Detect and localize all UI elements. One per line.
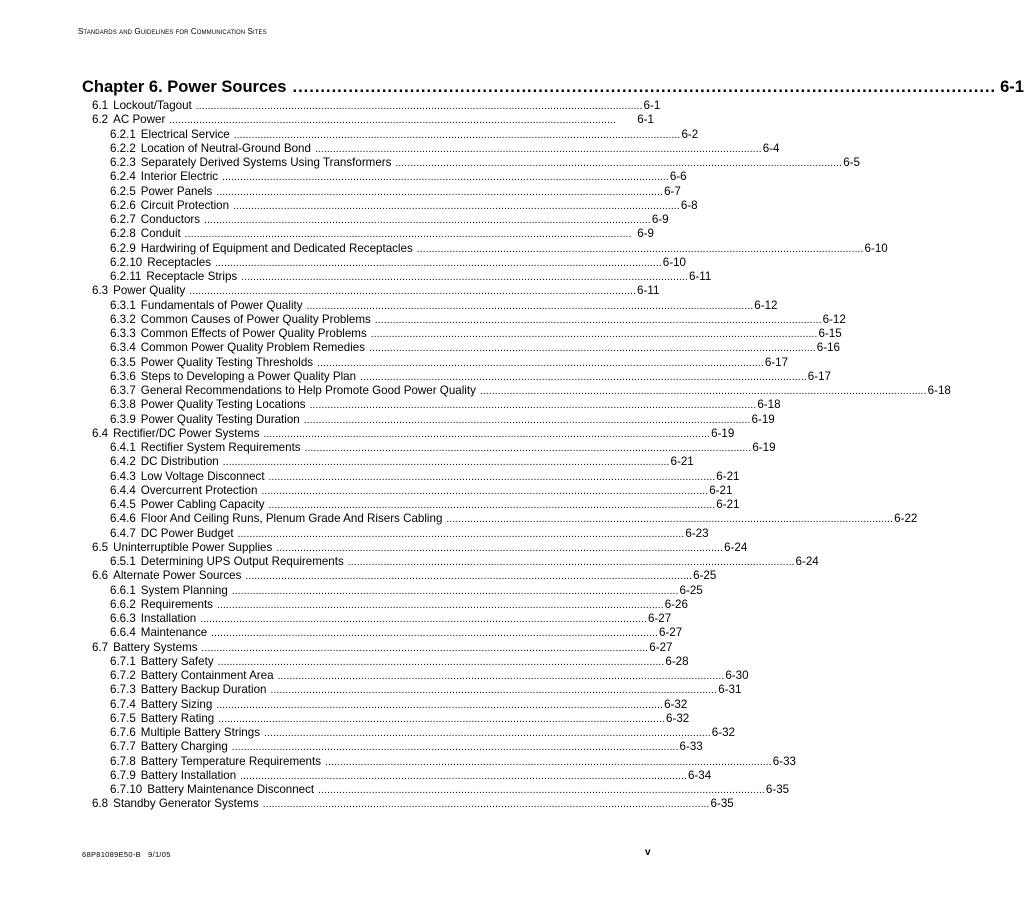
toc-entry-title: Multiple Battery Strings [140, 726, 261, 739]
toc-entry-title: Overcurrent Protection [140, 483, 258, 497]
toc-entry-title: Installation [140, 612, 197, 625]
toc-entry[interactable] [110, 213, 669, 227]
toc-entry-page: 6-33 [679, 740, 703, 754]
dot-leader: ...................................................................................................................................................... [201, 642, 649, 654]
toc-entry-page: 6-35 [765, 783, 790, 796]
toc-entry-title: Hardwiring of Equipment and Dedicated Receptacles [140, 241, 413, 255]
toc-entry-title: DC Distribution [140, 455, 219, 469]
toc-entry-page: 6-4 [762, 141, 780, 155]
toc-entry-page: 6-2 [681, 127, 699, 141]
toc-entry-number: 6.4.4 [110, 483, 136, 497]
toc-entry-number: 6.7.2 [110, 669, 136, 682]
dot-leader: ...................................................................................................................................................... [416, 243, 864, 255]
chapter-page: 6-1 [1000, 78, 1024, 96]
toc-entry-number: 6.3.5 [110, 355, 136, 369]
toc-entry-title: Maintenance [140, 626, 208, 640]
toc-entry[interactable] [110, 526, 709, 541]
toc-entry-number: 6.7.9 [110, 768, 136, 782]
toc-entry-title: Conduit [140, 227, 181, 241]
toc-entry-number: 6.7 [92, 640, 109, 654]
toc-entry-title: Battery Systems [113, 640, 198, 654]
dot-leader: ...................................................................................................................................................... [306, 300, 754, 312]
toc-entry-number: 6.4.5 [110, 498, 136, 511]
toc-entry-title: Battery Maintenance Disconnect [147, 783, 315, 796]
toc-entry-page: 6-27 [649, 640, 673, 654]
dot-leader: ...................................................................................................................................................... [216, 699, 664, 711]
toc-entry-title: Receptacle Strips [146, 270, 238, 283]
toc-entry-number: 6.3.7 [110, 384, 136, 397]
toc-entry-page: 6-27 [658, 626, 683, 640]
toc-entry[interactable] [92, 284, 660, 298]
dot-leader: ...................................................................................................................................................... [264, 728, 711, 739]
toc-entry-title: Power Cabling Capacity [140, 498, 265, 511]
toc-entry-number: 6.2.11 [110, 270, 142, 283]
dot-leader: .............................................................................................................................. [292, 78, 997, 96]
dot-leader: ...................................................................................................................................................... [216, 186, 664, 198]
toc-entry[interactable] [110, 441, 776, 455]
toc-entry-page: 6-25 [693, 569, 717, 583]
toc-entry[interactable] [110, 483, 733, 498]
dot-leader: ...................................................................................................................................................... [369, 343, 816, 355]
toc-entry-number: 6.6.4 [110, 626, 136, 640]
toc-entry-title: Battery Safety [140, 654, 214, 668]
toc-entry-number: 6.3.9 [110, 412, 136, 426]
toc-entry-title: Standby Generator Systems [113, 797, 259, 811]
toc-entry-page: 6-32 [664, 697, 688, 711]
toc-entry[interactable] [110, 384, 951, 398]
toc-entry-title: Determining UPS Output Requirements [140, 555, 344, 568]
toc-entry-title: Battery Installation [140, 768, 237, 782]
toc-entry-page: 6-19 [752, 441, 776, 454]
toc-entry-title: AC Power [113, 113, 166, 127]
toc-entry-number: 6.2.5 [110, 184, 136, 198]
dot-leader: ...................................................................................................................................................... [231, 585, 679, 597]
toc-entry-number: 6.3 [92, 284, 109, 298]
toc-entry[interactable] [110, 369, 832, 384]
toc-entry-page: 6-12 [754, 298, 778, 312]
toc-entry-number: 6.2.3 [110, 156, 136, 169]
dot-leader: ...................................................................................................................................................... [169, 115, 617, 127]
dot-leader: ...................................................................................................................................................... [270, 685, 718, 697]
toc-entry[interactable] [110, 612, 672, 626]
toc-entry-number: 6.2.2 [110, 141, 136, 155]
toc-entry-number: 6.2.9 [110, 241, 136, 255]
toc-entry-page: 6-32 [711, 726, 735, 739]
toc-entry-number: 6.2 [92, 113, 109, 127]
toc-entry-title: Rectifier/DC Power Systems [113, 426, 260, 440]
toc-entry-page: 6-19 [751, 412, 775, 426]
toc-entry-page: 6-9 [637, 227, 654, 241]
dot-leader: ...................................................................................................................................................... [318, 785, 765, 796]
toc-entry-title: Power Panels [140, 184, 213, 198]
toc-entry-number: 6.7.3 [110, 683, 136, 697]
toc-entry[interactable] [92, 569, 717, 583]
toc-entry-title: Battery Temperature Requirements [140, 754, 322, 768]
toc-entry-number: 6.2.8 [110, 227, 136, 241]
toc-entry-page: 6-21 [709, 483, 733, 497]
toc-entry-title: Alternate Power Sources [113, 569, 242, 583]
dot-leader: ...................................................................................................................................................... [195, 101, 643, 112]
dot-leader: ...................................................................................................................................................... [317, 357, 764, 369]
toc-entry-page: 6-16 [816, 341, 840, 355]
toc-entry-page: 6-18 [927, 384, 951, 397]
dot-leader: ...................................................................................................................................................... [231, 742, 679, 754]
toc-entry[interactable] [110, 768, 712, 783]
toc-entry-number: 6.4.3 [110, 469, 136, 483]
toc-entry-page: 6-21 [670, 455, 694, 469]
toc-entry[interactable] [110, 683, 742, 697]
toc-entry-number: 6.3.2 [110, 312, 136, 326]
toc-entry-page: 6-17 [807, 369, 832, 383]
toc-entry-number: 6.3.3 [110, 327, 136, 340]
running-header: Standards and Guidelines for Communication Sites [78, 27, 267, 36]
toc-entry[interactable] [110, 198, 698, 213]
toc-entry[interactable] [110, 711, 690, 726]
toc-entry-number: 6.7.6 [110, 726, 136, 739]
dot-leader: ...................................................................................................................................................... [218, 713, 666, 725]
toc-entry-page: 6-34 [687, 768, 712, 782]
toc-entry-number: 6.3.6 [110, 369, 136, 383]
dot-leader: ...................................................................................................................................................... [276, 542, 724, 554]
dot-leader: ...................................................................................................................................................... [245, 571, 693, 583]
toc-entry[interactable] [110, 341, 840, 355]
toc-entry-page: 6-24 [724, 540, 748, 554]
toc-entry-title: Steps to Developing a Power Quality Plan [140, 369, 357, 383]
toc-entry-number: 6.5.1 [110, 555, 136, 568]
toc-entry-number: 6.7.8 [110, 754, 136, 768]
toc-entry-title: Conductors [140, 213, 201, 226]
dot-leader: ...................................................................................................................................................... [277, 671, 725, 682]
toc-entry-page: 6-1 [643, 99, 661, 112]
toc-entry[interactable] [110, 469, 740, 484]
toc-entry-number: 6.4.6 [110, 512, 136, 526]
toc-entry-title: Power Quality [113, 284, 186, 298]
toc-entry[interactable] [110, 270, 712, 284]
toc-entry-page: 6-25 [679, 583, 703, 597]
toc-entry-title: Battery Sizing [140, 697, 213, 711]
toc-entry-page: 6-10 [662, 255, 687, 269]
toc-entry-page: 6-24 [795, 555, 819, 568]
toc-entry-page: 6-23 [685, 526, 709, 540]
toc-entry-title: Power Quality Testing Thresholds [140, 355, 314, 369]
toc-entry-page: 6-1 [637, 113, 654, 127]
toc-entry[interactable] [110, 697, 688, 712]
dot-leader: ...................................................................................................................................................... [268, 500, 716, 511]
toc-entry-page: 6-17 [764, 355, 789, 369]
toc-entry-number: 6.6.1 [110, 583, 136, 597]
dot-leader: ...................................................................................................................................................... [479, 386, 927, 397]
dot-leader: ...................................................................................................................................................... [222, 457, 670, 469]
toc-entry-page: 6-35 [710, 797, 734, 811]
dot-leader: ...................................................................................................................................................... [374, 314, 822, 326]
toc-entry-title: Battery Rating [140, 711, 215, 725]
toc-entry-number: 6.6.3 [110, 612, 136, 625]
dot-leader: ...................................................................................................................................................... [184, 229, 632, 241]
toc-entry[interactable] [110, 398, 781, 412]
dot-leader: ...................................................................................................................................................... [233, 129, 681, 141]
dot-leader: ...................................................................................................................................................... [217, 656, 665, 668]
toc-entry[interactable] [92, 99, 661, 113]
toc-entry-title: Battery Charging [140, 740, 228, 754]
toc-entry-number: 6.6 [92, 569, 109, 583]
toc-entry-title: Interior Electric [140, 170, 219, 184]
toc-entry-number: 6.4 [92, 426, 109, 440]
toc-entry-number: 6.3.8 [110, 398, 136, 412]
toc-entry-page: 6-11 [637, 284, 660, 298]
toc-entry-page: 6-10 [864, 241, 888, 255]
dot-leader: ...................................................................................................................................................... [222, 172, 669, 184]
toc-entry[interactable] [110, 626, 683, 640]
toc-entry-page: 6-5 [843, 156, 860, 169]
toc-entry-number: 6.2.6 [110, 198, 136, 212]
toc-entry-page: 6-7 [664, 184, 681, 198]
toc-entry[interactable] [110, 412, 775, 427]
toc-entry-title: Power Quality Testing Duration [140, 412, 300, 426]
toc-entry-page: 6-30 [725, 669, 749, 682]
dot-leader: ...................................................................................................................................................... [261, 485, 709, 497]
toc-entry-page: 6-26 [664, 597, 688, 611]
toc-entry-title: Lockout/Tagout [113, 99, 192, 112]
toc-entry-number: 6.7.5 [110, 711, 136, 725]
toc-entry[interactable] [110, 227, 654, 241]
toc-entry-title: Common Causes of Power Quality Problems [140, 312, 371, 326]
toc-entry-page: 6-6 [669, 170, 687, 184]
toc-entry[interactable] [110, 355, 789, 370]
toc-entry-title: Common Power Quality Problem Remedies [140, 341, 366, 355]
toc-entry[interactable] [110, 156, 860, 170]
dot-leader: ...................................................................................................................................................... [211, 628, 658, 640]
dot-leader: ...................................................................................................................................................... [347, 557, 795, 568]
toc-entry[interactable] [110, 170, 687, 184]
toc-entry-number: 6.2.10 [110, 255, 143, 269]
toc-entry-title: Electrical Service [140, 127, 230, 141]
toc-entry[interactable] [110, 455, 694, 469]
dot-leader: ...................................................................................................................................................... [304, 443, 752, 454]
toc-entry-title: Fundamentals of Power Quality [140, 298, 303, 312]
toc-entry[interactable] [92, 797, 734, 811]
toc-entry[interactable] [92, 426, 735, 441]
toc-entry-page: 6-33 [772, 754, 796, 768]
toc-entry-title: System Planning [140, 583, 228, 597]
toc-entry[interactable] [110, 740, 703, 754]
footer-page-number: v [645, 847, 651, 858]
toc-entry[interactable] [92, 640, 673, 655]
toc-entry-number: 6.4.1 [110, 441, 136, 454]
toc-entry[interactable] [110, 255, 687, 270]
toc-entry-page: 6-31 [718, 683, 742, 697]
toc-entry[interactable] [110, 783, 790, 797]
toc-entry[interactable] [110, 127, 699, 142]
dot-leader: ...................................................................................................................................................... [233, 200, 680, 212]
toc-entry-title: Location of Neutral-Ground Bond [140, 141, 311, 155]
toc-entry-title: Circuit Protection [140, 198, 230, 212]
toc-entry[interactable] [92, 540, 748, 555]
dot-leader: ...................................................................................................................................................... [240, 770, 687, 782]
toc-entry[interactable] [110, 241, 888, 256]
dot-leader: ...................................................................................................................................................... [370, 329, 818, 340]
dot-leader: ...................................................................................................................................................... [237, 528, 685, 540]
toc-entry-page: 6-12 [822, 312, 846, 326]
toc-entry[interactable] [110, 583, 703, 598]
toc-entry-page: 6-8 [680, 198, 698, 212]
toc-entry[interactable] [110, 312, 846, 327]
toc-entry[interactable] [110, 754, 796, 769]
dot-leader: ...................................................................................................................................................... [200, 614, 647, 625]
dot-leader: ...................................................................................................................................................... [262, 799, 710, 811]
toc-entry[interactable] [110, 726, 735, 740]
toc-entry-title: Receptacles [147, 255, 212, 269]
toc-entry-number: 6.7.4 [110, 697, 136, 711]
dot-leader: ...................................................................................................................................................... [303, 414, 751, 426]
toc-entry-title: Requirements [140, 597, 213, 611]
toc-entry-title: Common Effects of Power Quality Problems [140, 327, 367, 340]
chapter-heading[interactable] [82, 77, 1024, 97]
toc-entry-title: Floor And Ceiling Runs, Plenum Grade And Risers Cabling [140, 512, 443, 526]
toc-entry-page: 6-22 [894, 512, 918, 526]
toc-entry-number: 6.4.7 [110, 526, 136, 540]
toc-entry-page: 6-15 [818, 327, 842, 340]
toc-entry-number: 6.3.4 [110, 341, 136, 355]
toc-entry-number: 6.2.7 [110, 213, 136, 226]
toc-entry-page: 6-9 [651, 213, 669, 226]
toc-entry[interactable] [110, 669, 749, 683]
toc-entry-title: Battery Backup Duration [140, 683, 267, 697]
toc-entry-title: Rectifier System Requirements [140, 441, 301, 454]
toc-entry[interactable] [110, 555, 819, 569]
toc-entry-title: General Recommendations to Help Promote Good Power Quality [140, 384, 476, 397]
toc-entry-page: 6-28 [665, 654, 689, 668]
toc-entry[interactable] [110, 298, 778, 313]
dot-leader: ...................................................................................................................................................... [314, 143, 762, 155]
dot-leader: ...................................................................................................................................................... [309, 400, 757, 412]
toc-entry-page: 6-21 [716, 469, 740, 483]
toc-entry-title: Separately Derived Systems Using Transformers [140, 156, 392, 169]
dot-leader: ...................................................................................................................................................... [395, 158, 843, 169]
toc-entry-page: 6-27 [647, 612, 672, 625]
toc-entry[interactable] [110, 654, 689, 669]
toc-entry-number: 6.7.7 [110, 740, 136, 754]
toc-entry-title: DC Power Budget [140, 526, 234, 540]
toc-entry-title: Battery Containment Area [140, 669, 274, 682]
toc-entry[interactable] [110, 512, 918, 526]
toc-entry-number: 6.2.4 [110, 170, 136, 184]
dot-leader: ...................................................................................................................................................... [325, 756, 772, 768]
toc-entry-number: 6.3.1 [110, 298, 136, 312]
toc-entry-number: 6.6.2 [110, 597, 136, 611]
toc-entry-number: 6.7.10 [110, 783, 143, 796]
dot-leader: ...................................................................................................................................................... [268, 471, 716, 483]
dot-leader: ...................................................................................................................................................... [360, 371, 807, 383]
toc-entry[interactable] [110, 498, 740, 512]
table-of-contents [0, 99, 951, 812]
dot-leader: ...................................................................................................................................................... [189, 286, 637, 298]
footer-doc-id: 68P81089E50-B 9/1/05 [82, 850, 171, 859]
toc-entry[interactable] [110, 597, 688, 612]
chapter-title: Chapter 6. Power Sources [82, 78, 287, 96]
toc-entry-title: Low Voltage Disconnect [140, 469, 265, 483]
toc-entry-number: 6.5 [92, 540, 109, 554]
toc-entry-number: 6.1 [92, 99, 109, 112]
toc-entry-title: Power Quality Testing Locations [140, 398, 306, 412]
toc-entry-number: 6.7.1 [110, 654, 136, 668]
toc-entry-page: 6-32 [666, 711, 690, 725]
toc-entry[interactable] [110, 327, 842, 341]
toc-entry-title: Uninterruptible Power Supplies [113, 540, 273, 554]
dot-leader: ...................................................................................................................................................... [241, 272, 688, 283]
toc-entry-number: 6.2.1 [110, 127, 136, 141]
toc-entry[interactable] [110, 184, 681, 199]
toc-entry-page: 6-19 [711, 426, 735, 440]
toc-entry-page: 6-18 [757, 398, 781, 412]
dot-leader: ...................................................................................................................................................... [216, 599, 664, 611]
dot-leader: ...................................................................................................................................................... [215, 257, 662, 269]
toc-entry[interactable] [92, 113, 654, 127]
dot-leader: ...................................................................................................................................................... [204, 215, 651, 226]
toc-entry-page: 6-21 [716, 498, 740, 511]
dot-leader: ...................................................................................................................................................... [263, 428, 711, 440]
dot-leader: ...................................................................................................................................................... [446, 514, 894, 526]
toc-entry-page: 6-11 [688, 270, 712, 283]
toc-entry-number: 6.8 [92, 797, 109, 811]
toc-entry[interactable] [110, 141, 780, 156]
toc-entry-number: 6.4.2 [110, 455, 136, 469]
